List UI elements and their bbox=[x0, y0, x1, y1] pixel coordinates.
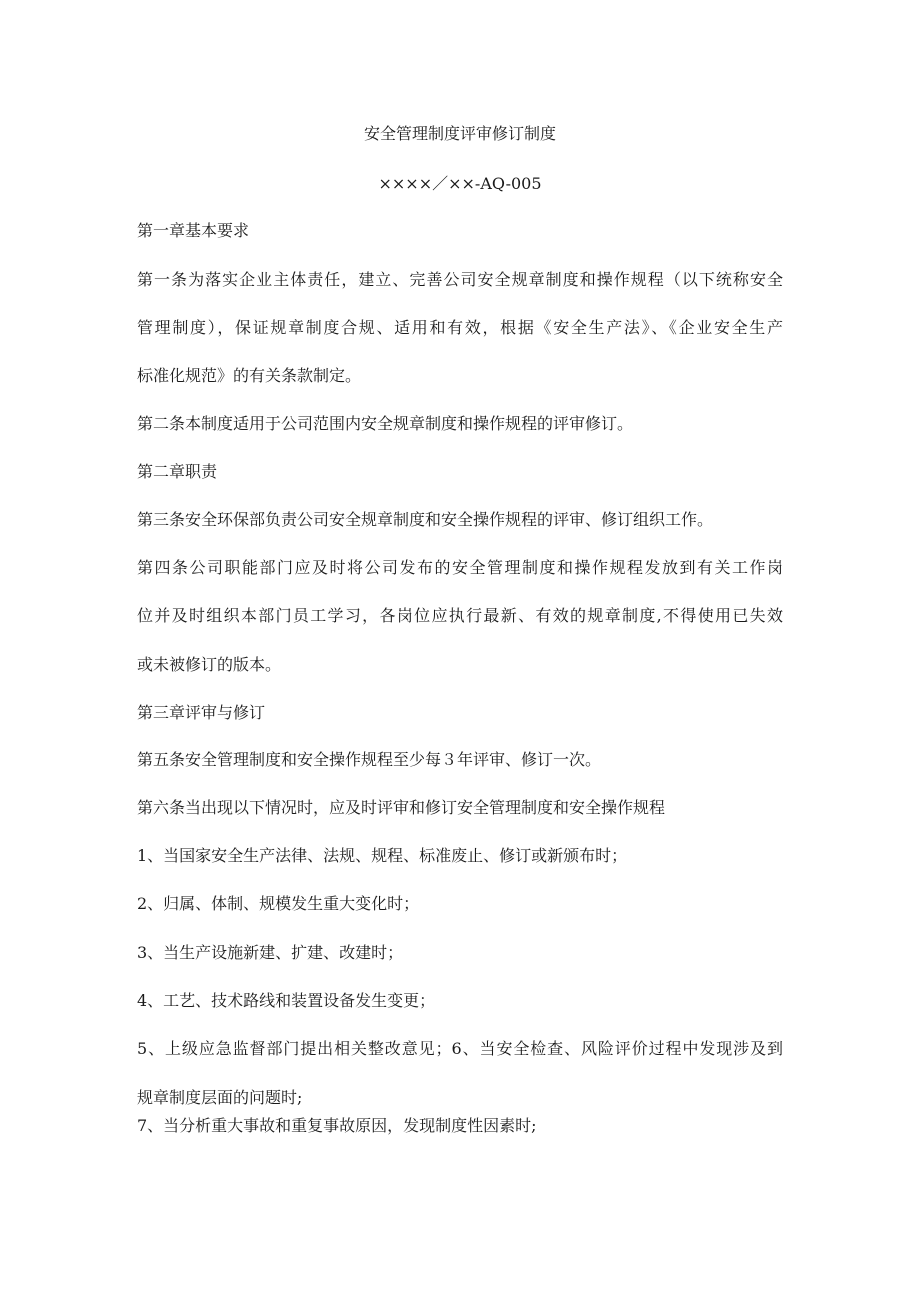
list-item: 3、当生产设施新建、扩建、改建时； bbox=[137, 943, 404, 962]
list-item: 5、上级应急监督部门提出相关整改意见；6、当安全检查、风险评价过程中发现涉及到 bbox=[137, 1039, 783, 1058]
document-title: 安全管理制度评审修订制度 bbox=[363, 124, 556, 143]
paragraph-line: 位并及时组织本部门员工学习，各岗位应执行最新、有效的规章制度,不得使用已失效 bbox=[137, 606, 783, 625]
chapter-heading: 第一章基本要求 bbox=[137, 221, 250, 240]
list-item: 4、工艺、技术路线和装置设备发生变更； bbox=[137, 991, 436, 1010]
paragraph-line: 或未被修订的版本。 bbox=[137, 655, 282, 674]
paragraph-line: 第六条当出现以下情况时，应及时评审和修订安全管理制度和安全操作规程 bbox=[137, 798, 666, 817]
list-item: 2、归属、体制、规模发生重大变化时； bbox=[137, 894, 420, 913]
paragraph-line: 第三条安全环保部负责公司安全规章制度和安全操作规程的评审、修订组织工作。 bbox=[137, 510, 714, 529]
chapter-heading: 第二章职责 bbox=[137, 462, 218, 481]
list-item: 7、当分析重大事故和重复事故原因，发现制度性因素时; bbox=[137, 1116, 537, 1135]
paragraph-line: 管理制度），保证规章制度合规、适用和有效，根据《安全生产法》、《企业安全生产 bbox=[137, 318, 783, 337]
paragraph-line: 第四条公司职能部门应及时将公司发布的安全管理制度和操作规程发放到有关工作岗 bbox=[137, 558, 783, 577]
list-item: 1、当国家安全生产法律、法规、规程、标准废止、修订或新颁布时； bbox=[137, 846, 628, 865]
chapter-heading: 第三章评审与修订 bbox=[137, 703, 266, 722]
list-item: 规章制度层面的问题时; bbox=[137, 1088, 303, 1107]
paragraph-line: 第二条本制度适用于公司范围内安全规章制度和操作规程的评审修订。 bbox=[137, 414, 634, 433]
paragraph-line: 第五条安全管理制度和安全操作规程至少每３年评审、修订一次。 bbox=[137, 750, 602, 769]
document-code: ××××／××-AQ-005 bbox=[378, 174, 542, 193]
paragraph-line: 第一条为落实企业主体责任，建立、完善公司安全规章制度和操作规程（以下统称安全 bbox=[137, 270, 783, 289]
paragraph-line: 标准化规范》的有关条款制定。 bbox=[137, 366, 362, 385]
